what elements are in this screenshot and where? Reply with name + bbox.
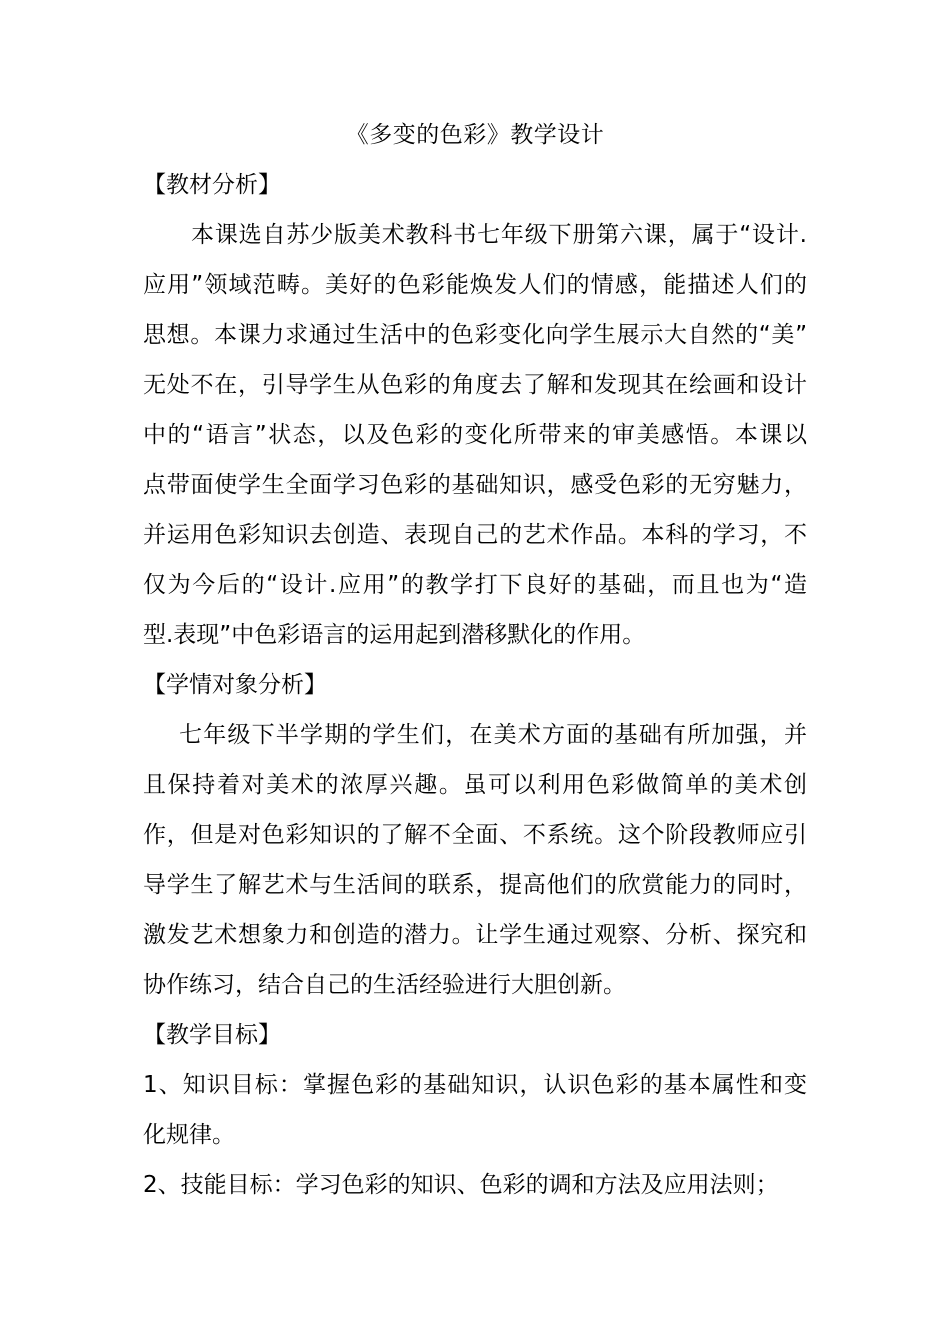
text-line: 1、知识目标：掌握色彩的基础知识，认识色彩的基本属性和变	[143, 1072, 807, 1098]
text-line: 点带面使学生全面学习色彩的基础知识，感受色彩的无穷魅力，	[143, 472, 807, 498]
text-line: 应用”领域范畴。美好的色彩能焕发人们的情感，能描述人们的	[143, 272, 807, 298]
text-line: 化规律。	[143, 1122, 235, 1148]
text-line: 本课选自苏少版美术教科书七年级下册第六课，属于“设计.	[191, 222, 807, 248]
text-line: 并运用色彩知识去创造、表现自己的艺术作品。本科的学习，不	[143, 522, 807, 548]
paragraph-textbook-analysis	[143, 210, 807, 660]
text-line: 无处不在，引导学生从色彩的角度去了解和发现其在绘画和设计	[143, 372, 807, 398]
paragraph-student-analysis	[143, 710, 807, 1010]
text-line: 型.表现”中色彩语言的运用起到潜移默化的作用。	[143, 622, 646, 648]
text-line: 作，但是对色彩知识的了解不全面、不系统。这个阶段教师应引	[143, 822, 807, 848]
text-line: 且保持着对美术的浓厚兴趣。虽可以利用色彩做简单的美术创	[143, 772, 807, 798]
section-heading-student-analysis: 【学情对象分析】	[143, 672, 327, 698]
text-line: 2、技能目标：学习色彩的知识、色彩的调和方法及应用法则；	[143, 1172, 779, 1198]
text-line: 中的“语言”状态，以及色彩的变化所带来的审美感悟。本课以	[143, 422, 807, 448]
paragraph-teaching-goals	[143, 1060, 807, 1210]
section-heading-textbook-analysis: 【教材分析】	[143, 172, 281, 198]
text-line: 仅为今后的“设计.应用”的教学打下良好的基础，而且也为“造	[143, 572, 807, 598]
text-line: 导学生了解艺术与生活间的联系，提高他们的欣赏能力的同时，	[143, 872, 807, 898]
document-title: 《多变的色彩》教学设计	[345, 122, 605, 148]
text-line: 协作练习，结合自己的生活经验进行大胆创新。	[143, 972, 626, 998]
document-body	[143, 110, 807, 1210]
text-line: 激发艺术想象力和创造的潜力。让学生通过观察、分析、探究和	[143, 922, 807, 948]
section-heading-teaching-goals: 【教学目标】	[143, 1022, 281, 1048]
text-line: 七年级下半学期的学生们，在美术方面的基础有所加强，并	[179, 722, 807, 748]
text-line: 思想。本课力求通过生活中的色彩变化向学生展示大自然的“美”	[143, 322, 807, 348]
